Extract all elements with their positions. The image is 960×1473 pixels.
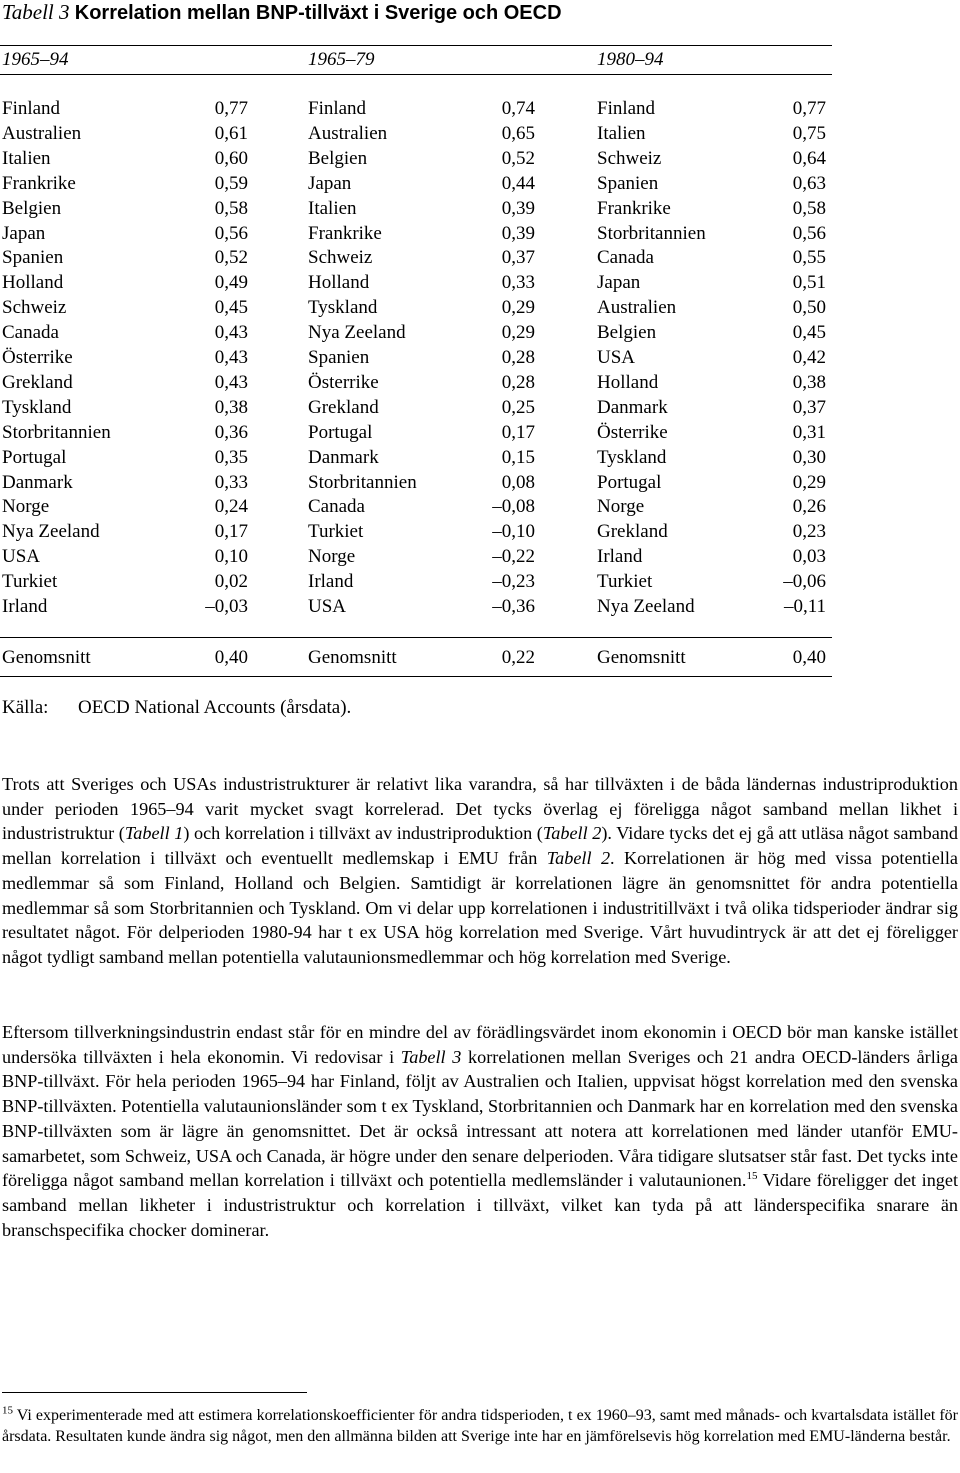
table-cell-value: 0,31 <box>792 421 826 443</box>
table-cell-value: 0,29 <box>501 322 535 344</box>
average-label: Genomsnitt <box>2 647 91 668</box>
table-cell-country: Japan <box>597 272 641 294</box>
table-cell-value: 0,44 <box>501 172 535 194</box>
footnote-rule <box>2 1392 307 1393</box>
table-cell-country: Frankrike <box>2 172 76 194</box>
table-cell-country: Australien <box>597 297 677 319</box>
table-cell-value: –0,06 <box>783 571 826 593</box>
average-value: 0,40 <box>792 647 826 668</box>
footnote <box>2 1406 958 1448</box>
paragraph-text: . Korrelationen är hög med vissa potentiella medlemmar så som Finland, Holland och Belgien. Samtidigt är korrelationen lägre än genomsnittet för andra potentiella medlemmar så som Storbritannien och Tyskland. Om vi delar upp korrelationen i industritillväxt i två olika tidsperioder ändrar sig resultatet något. För delperioden 1980-94 har t ex USA hög korrelation med Sverige. Vårt huvudintryck är att det ej föreligger något tydligt samband mellan potentiella valutaunionsmedlemmar och hög korrelation med Sverige. <box>2 848 958 967</box>
table-cell-value: 0,29 <box>792 471 826 493</box>
table-bottom-rule <box>0 676 832 677</box>
table-cell-value: 0,45 <box>792 322 826 344</box>
table-cell-value: 0,77 <box>214 98 248 119</box>
table-header-rule <box>0 74 832 75</box>
table-cell-country: Norge <box>597 496 645 518</box>
table-cell-country: Japan <box>308 172 352 194</box>
table-cell-value: 0,24 <box>214 496 248 518</box>
paragraph-text: Eftersom tillverkningsindustrin endast står för en mindre del av förädlingsvärdet inom ekonomin i OECD bör man kanske istället undersöka tillväxten i hela ekonomin. Vi redovisar i <box>2 1022 958 1067</box>
table-cell-value: 0,29 <box>501 297 535 319</box>
paragraph-text: korrelationen mellan Sveriges och 21 andra OECD-länders årliga BNP-tillväxt. För hela perioden 1965–94 har Finland, följt av Australien och Italien, uppvisat högst korrelation med den svenska BNP-tillväxten. Potentiella valutaunionsländer som t ex Tyskland, Storbritannien och Danmark har en korrelation med den svenska BNP-tillväxten som är lägre än genomsnittet. Det är också intressant att notera att korrelationen med länder utanför EMU-samarbetet, som Schweiz, USA och Canada, är högre under den senare delperioden. Våra tidigare slutsatser står fast. Det tycks inte föreligga något samband mellan korrelation i tillväxt och potentiella medlemsländer i valutaunionen. <box>2 1046 958 1191</box>
table-cell-value: 0,59 <box>214 172 248 194</box>
table-cell-value: 0,52 <box>214 247 248 269</box>
table-cell-country: Danmark <box>308 446 379 468</box>
table-cell-country: USA <box>597 347 636 368</box>
table-cell-country: USA <box>2 546 41 568</box>
table-cell-country: Frankrike <box>308 222 382 244</box>
table-cell-value: 0,17 <box>501 421 535 443</box>
table-cell-value: 0,38 <box>214 396 248 418</box>
table-cell-value: 0,58 <box>214 197 248 219</box>
table-cell-value: –0,23 <box>492 571 535 593</box>
table-cell-country: USA <box>308 596 347 617</box>
table-cell-country: Schweiz <box>308 247 373 269</box>
table-cell-country: Grekland <box>2 371 73 393</box>
period-header: 1980–94 <box>597 49 664 70</box>
average-label: Genomsnitt <box>597 647 686 668</box>
body-paragraph-1 <box>2 772 958 970</box>
table-cell-country: Österrike <box>597 421 668 443</box>
table-reference: Tabell 1 <box>124 823 184 844</box>
source-label: Källa: <box>2 697 49 718</box>
table-cell-country: Japan <box>2 222 46 244</box>
table-reference: Tabell 2 <box>542 823 602 844</box>
table-title <box>2 0 562 25</box>
paragraph-text: ). Vidare tycks det ej gå att utläsa något samband mellan korrelation i tillväxt och eventuellt medlemskap i EMU från <box>2 823 958 869</box>
table-cell-country: Canada <box>597 247 654 269</box>
table-cell-country: Irland <box>2 596 48 617</box>
table-cell-value: 0,33 <box>214 471 248 493</box>
table-cell-country: Storbritannien <box>2 421 111 443</box>
average-value: 0,22 <box>501 647 535 668</box>
table-cell-country: Tyskland <box>308 297 378 319</box>
table-cell-country: Finland <box>597 98 656 119</box>
table-cell-country: Frankrike <box>597 197 671 219</box>
table-avg-rule <box>0 637 832 638</box>
paragraph-text: Vidare föreligger det inget samband mellan likheter i industristruktur och korrelation i tillväxt, vilket kan tyda på att länderspecifika snarare än branschspecifika chocker dominerar. <box>2 1170 959 1240</box>
table-cell-country: Turkiet <box>308 521 364 543</box>
table-cell-country: Nya Zeeland <box>597 596 695 617</box>
period-header: 1965–79 <box>308 49 375 70</box>
body-paragraph-2 <box>2 1020 958 1242</box>
footnote-ref: 15 <box>746 1170 758 1183</box>
table-cell-value: 0,49 <box>214 272 248 294</box>
table-cell-value: 0,02 <box>214 571 248 593</box>
table-cell-country: Tyskland <box>597 446 667 468</box>
table-cell-country: Spanien <box>597 172 659 194</box>
table-cell-value: 0,51 <box>792 272 826 294</box>
paragraph-text: Trots att Sveriges och USAs industristrukturer är relativt lika varandra, så har tillväxten i de båda ländernas industriproduktion under perioden 1965–94 varit mycket svagt korrelerad. Det tycks överlag ej föreligga något samband mellan likhet i industristruktur ( <box>2 774 958 844</box>
table-cell-country: Australien <box>2 122 82 144</box>
table-cell-value: 0,52 <box>501 147 535 169</box>
table-cell-value: 0,25 <box>501 396 535 418</box>
table-cell-country: Holland <box>597 371 659 393</box>
table-cell-value: 0,33 <box>501 272 535 294</box>
table-cell-value: 0,58 <box>792 197 826 219</box>
table-cell-country: Tyskland <box>2 396 72 418</box>
table-cell-value: –0,03 <box>205 596 248 617</box>
table-cell-value: 0,61 <box>214 122 248 144</box>
table-cell-country: Portugal <box>2 446 67 468</box>
table-cell-value: –0,36 <box>492 596 535 617</box>
table-cell-value: 0,63 <box>792 172 826 194</box>
table-cell-value: 0,23 <box>792 521 826 543</box>
table-cell-country: Österrike <box>308 371 379 393</box>
table-cell-value: 0,65 <box>501 122 535 144</box>
table-reference: Tabell 2 <box>546 848 611 869</box>
average-value: 0,40 <box>214 647 248 668</box>
footnote-mark: 15 <box>2 1404 13 1417</box>
table-cell-country: Finland <box>2 98 61 119</box>
table-cell-country: Irland <box>597 546 643 568</box>
average-label: Genomsnitt <box>308 647 397 668</box>
table-cell-country: Nya Zeeland <box>2 521 100 543</box>
table-cell-country: Storbritannien <box>308 471 417 493</box>
table-cell-value: 0,10 <box>214 546 248 568</box>
table-cell-value: 0,39 <box>501 222 535 244</box>
table-cell-country: Irland <box>308 571 354 593</box>
table-cell-value: 0,60 <box>214 147 248 169</box>
table-cell-value: 0,03 <box>792 546 826 568</box>
table-cell-country: Belgien <box>597 322 657 344</box>
table-label: Tabell 3 <box>2 0 70 24</box>
table-cell-value: 0,08 <box>501 471 535 493</box>
table-cell-country: Österrike <box>2 347 73 368</box>
table-cell-country: Spanien <box>2 247 64 269</box>
table-cell-value: 0,37 <box>792 396 826 418</box>
table-cell-value: 0,37 <box>501 247 535 269</box>
table-cell-country: Portugal <box>308 421 373 443</box>
table-cell-value: 0,45 <box>214 297 248 319</box>
table-cell-country: Norge <box>2 496 50 518</box>
table-cell-country: Italien <box>597 122 646 144</box>
table-cell-value: 0,28 <box>501 371 535 393</box>
paragraph-text: ) och korrelation i tillväxt av industriproduktion ( <box>183 823 543 844</box>
table-cell-country: Schweiz <box>2 297 67 319</box>
table-cell-value: 0,56 <box>792 222 826 244</box>
table-cell-value: 0,55 <box>792 247 826 269</box>
table-cell-value: 0,56 <box>214 222 248 244</box>
table-cell-value: 0,26 <box>792 496 826 518</box>
table-cell-value: 0,39 <box>501 197 535 219</box>
table-cell-country: Nya Zeeland <box>308 322 406 344</box>
source-text: OECD National Accounts (årsdata). <box>78 697 352 718</box>
period-header: 1965–94 <box>2 49 69 70</box>
table-cell-country: Holland <box>2 272 64 294</box>
table-cell-value: 0,38 <box>792 371 826 393</box>
table-cell-value: –0,08 <box>492 496 535 518</box>
table-cell-country: Finland <box>308 98 367 119</box>
table-cell-country: Belgien <box>308 147 368 169</box>
table-cell-country: Holland <box>308 272 370 294</box>
table-cell-country: Turkiet <box>2 571 58 593</box>
table-cell-country: Storbritannien <box>597 222 706 244</box>
table-cell-value: –0,10 <box>492 521 535 543</box>
table-cell-country: Grekland <box>597 521 668 543</box>
table-cell-country: Turkiet <box>597 571 653 593</box>
table-cell-value: 0,50 <box>792 297 826 319</box>
table-cell-value: 0,17 <box>214 521 248 543</box>
table-cell-value: 0,35 <box>214 446 248 468</box>
table-cell-value: 0,64 <box>792 147 826 169</box>
table-cell-country: Canada <box>2 322 59 344</box>
table-cell-country: Danmark <box>2 471 73 493</box>
table-cell-country: Norge <box>308 546 356 568</box>
table-cell-country: Italien <box>2 147 51 169</box>
table-cell-value: 0,15 <box>501 446 535 468</box>
table-cell-value: 0,42 <box>792 347 826 368</box>
table-cell-country: Belgien <box>2 197 62 219</box>
table-reference: Tabell 3 <box>400 1046 462 1067</box>
table-cell-value: 0,43 <box>214 347 248 368</box>
table-cell-country: Grekland <box>308 396 379 418</box>
footnote-text: Vi experimenterade med att estimera korrelationskoefficienter för andra tidsperioden, t ex 1960–93, samt med månads- och kvartalsdata istället för årsdata. Resultaten kunde ändra sig något, men den allmänna bilden att Sverige inte har en jämförelsevis hög korrelation med EMU-länderna består. <box>2 1407 958 1445</box>
table-cell-value: 0,77 <box>792 98 826 119</box>
table-cell-country: Portugal <box>597 471 662 493</box>
table-cell-value: –0,11 <box>783 596 826 617</box>
table-cell-country: Spanien <box>308 347 370 368</box>
table-cell-value: 0,74 <box>501 98 535 119</box>
table-cell-value: 0,28 <box>501 347 535 368</box>
table-cell-value: 0,36 <box>214 421 248 443</box>
table-top-rule <box>0 45 832 46</box>
table-cell-value: 0,43 <box>214 322 248 344</box>
table-cell-country: Italien <box>308 197 357 219</box>
table-cell-value: –0,22 <box>492 546 535 568</box>
table-cell-value: 0,75 <box>792 122 826 144</box>
table-cell-country: Schweiz <box>597 147 662 169</box>
table-cell-country: Danmark <box>597 396 668 418</box>
table-cell-country: Australien <box>308 122 388 144</box>
table-cell-value: 0,30 <box>792 446 826 468</box>
table-cell-value: 0,43 <box>214 371 248 393</box>
table-cell-country: Canada <box>308 496 365 518</box>
table-title-text: Korrelation mellan BNP-tillväxt i Sverige och OECD <box>74 2 562 24</box>
